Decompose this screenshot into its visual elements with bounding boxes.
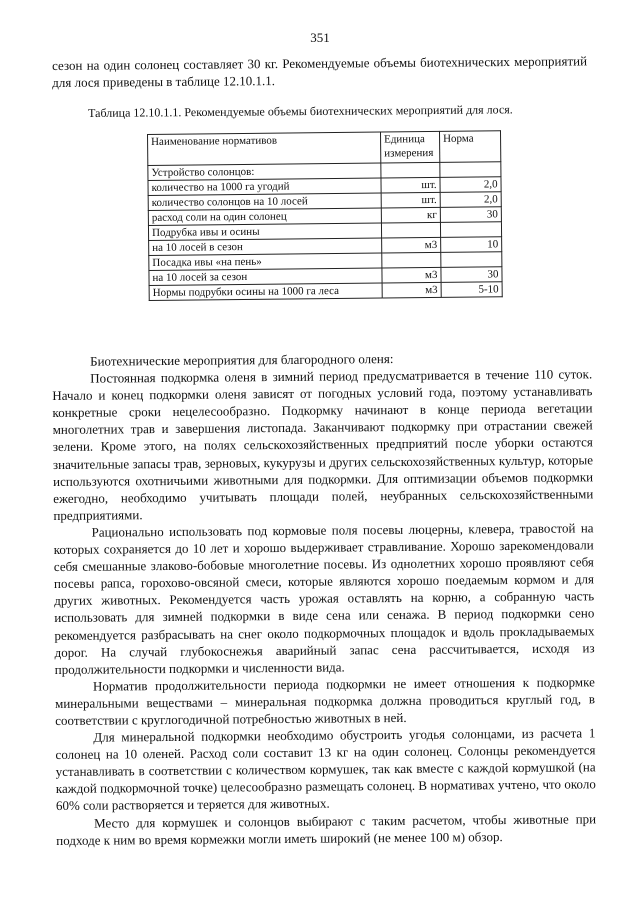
paragraph: Для минеральной подкормки необходимо обустроить угодья солонцами, из расчета 1 солонец на 10 оленей. Расход соли составит 13 кг на один солонец. Солонцы рекомендуется устанавливать в соответствии с количеством кормушек, так как вместе с каждой кормушкой (на каждой подкормочной точке) целесообразно размещать солонец. В нормативах учтено, что около 60% соли растворяется и теряется для животных. [55,725,596,814]
row-name: расход соли на один солонец [148,208,381,225]
row-value [441,252,502,268]
header-unit: Единица измерения [380,131,439,163]
row-name: количество на 1000 га угодий [148,178,381,195]
row-value: 2,0 [440,192,501,208]
table-caption: Таблица 12.10.1.1. Рекомендуемые объемы биотехнических мероприятий для лося. [88,102,513,120]
header-norm: Норма [439,131,500,163]
row-unit: шт. [381,177,440,193]
row-unit: м3 [382,237,441,253]
row-value [440,222,501,238]
row-unit: шт. [381,192,440,208]
row-unit: м3 [382,282,441,298]
row-value: 30 [441,267,502,283]
row-name: на 10 лосей за сезон [149,268,382,285]
row-name: Подрубка ивы и осины [148,223,381,240]
row-value: 30 [440,207,501,223]
page-number: 351 [310,30,330,45]
paragraph: Норматив продолжительности периода подкормки не имеет отношения к подкормке минеральными веществами – минеральная подкормка должна проводиться круглый год, в соответствии с круглогодичной потребностью животных в ней. [54,674,596,728]
section-heading: Биотехнические мероприятия для благородного оленя: [90,351,394,369]
header-name: Наименование нормативов [148,132,381,165]
row-value: 10 [441,237,502,253]
table-header-row [148,131,501,166]
paragraph: Место для кормушек и солонцов выбирают с таким расчетом, чтобы животные при подходе к ним во время кормежки могли иметь широкий (не менее 100 м) обзор. [56,810,597,848]
row-unit: м3 [382,267,441,283]
row-name: Нормы подрубки осины на 1000 га леса [149,283,382,300]
row-name: Посадка ивы «на пень» [149,253,382,270]
paragraph: Рационально использовать под кормовые поля посевы люцерны, клевера, травостой на которых сохраняется до 10 лет и хорошо выдерживает стравливание. Хорошо зарекомендовали себя смешанные злаково-бобовые многолетние посевы. Из однолетних хорошо проявляют себя посевы рапса, горохово-овсяной смеси, которые являются хорошо поедаемым кормом и для других животных. Рекомендуется часть урожая оставлять на корню, а собранную часть использовать для зимней подкормки в виде сена или сенажа. В период подкормки сено рекомендуется разбрасывать на снег около подкормочных площадок и вдоль прокладываемых дорог. На случай глубокоснежья аварийный запас сена рассчитывается, исходя из продолжительности подкормки и численности вида. [53,520,595,677]
row-unit [381,162,440,178]
row-value: 5-10 [441,282,502,298]
row-name: на 10 лосей в сезон [149,238,382,255]
paragraph: Постоянная подкормка оленя в зимний период предусматривается в течение 110 суток. Начало и конец подкормки оленя зависят от погодных условий года, поэтому устанавливать конкретные сроки нецелесообразно. Подкормку начинают в конце периода вегетации многолетних трав и завершения листопада. Заканчивают подкормку при отрастании свежей зелени. Кроме этого, на полях сельскохозяйственных предприятий после уборки остаются значительные запасы трав, зерновых, кукурузы и других сельскохозяйственных культур, которые используются охотничьими животными для подкормки. Для оптимизации объемов подкормки ежегодно, необходимо учитывать площади полей, неубранных сельскохозяйственными предприятиями. [52,366,594,523]
table-row [149,282,502,301]
row-unit [382,252,441,268]
row-unit [381,222,440,238]
row-name: количество солонцов на 10 лосей [148,193,381,210]
norms-table [147,130,503,301]
row-name: Устройство солонцов: [148,163,381,180]
intro-paragraph: сезон на один солонец составляет 30 кг. Рекомендуемые объемы биотехнических мероприятий для лося приведены в таблице 12.10.1.1. [52,53,588,90]
row-value [440,162,501,178]
row-unit: кг [381,207,440,223]
row-value: 2,0 [440,177,501,193]
body-text [52,348,596,848]
